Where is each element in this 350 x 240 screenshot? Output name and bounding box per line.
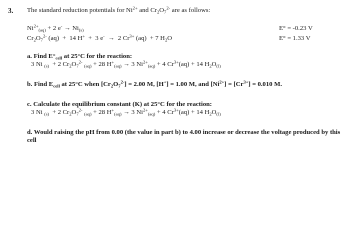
half-reaction-dichromate-equation: $Cr_2O_7^{2-}$ (aq) + 14 H+ + 3 e- → 2 $Cr^{3+}$ (aq) + 7 $H_2O$ <box>27 33 173 43</box>
half-reaction-nickel-equation: $Ni^{2+}_{(aq)} + 2$ $e^- \to Ni_{(s)}$ <box>27 23 84 33</box>
part-a <box>27 53 343 69</box>
part-c-reaction: 3 Ni $_{(s)}$ + 2 $Cr_2O_7^{2-}$ $_{(aq)}$ + 28 $H^+_{(aq)} \to 3$ $Ni^{2+}_{(aq)} + 4$ $Cr^{3+}(aq) + 14$ $H_2O_{(l)}$ <box>31 107 221 117</box>
problem-statement: The standard reduction potentials for $Ni^{2+}$ and $Cr_2O_7^{2-}$ are as follows: <box>27 5 211 15</box>
part-d <box>27 129 343 145</box>
half-reaction-nickel-potential: E° = -0.23 V <box>279 25 313 32</box>
problem-number: 3. <box>8 7 14 15</box>
half-reaction-dichromate-potential: E° = 1.33 V <box>279 35 311 42</box>
part-b <box>27 81 343 89</box>
part-c <box>27 101 343 117</box>
part-d-question: d. Would raising the pH from 0.00 (the value in part b) to 4.00 increase or decrease the voltage produced by this cell <box>27 129 341 145</box>
part-b-question: b. Find $E_{cell}$ at 25°C when $[Cr_2O_7^{2-}] = 2.00$ M, [H+] = 1.00 M, and $[Ni^{2+}] = [Cr^{3+}] = 0.010$ M. <box>27 79 282 89</box>
part-a-reaction: 3 Ni $_{(s)}$ + 2 $Cr_2O_7^{2-}$ $_{(aq)}$ + 28 $H^+_{(aq)} \to 3$ $Ni^{2+}_{(aq)} + 4$ $Cr^{3+}(aq) + 14$ $H_2O_{(l)}$ <box>31 59 221 69</box>
part-a-question: a. Find $E^\circ_{cell}$ at 25°C for the reaction: <box>27 53 133 61</box>
part-c-question: c. Calculate the equilibrium constant (K) at 25°C for the reaction: <box>27 101 212 108</box>
